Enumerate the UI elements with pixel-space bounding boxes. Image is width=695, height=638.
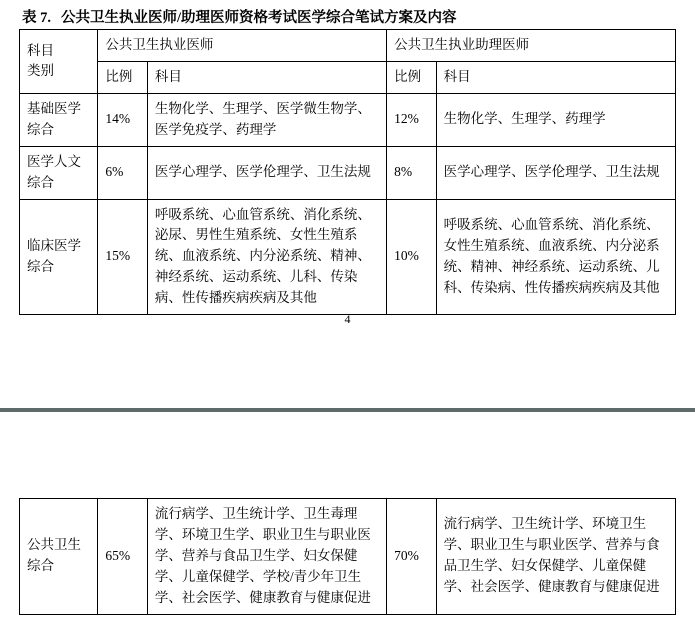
table-row <box>20 199 676 315</box>
row-ratio-licensed: 14% <box>98 93 148 146</box>
row-ratio-assistant: 8% <box>387 146 437 199</box>
table-header-row-group <box>20 30 676 62</box>
row-ratio-licensed: 6% <box>98 146 148 199</box>
row-subject-line2: 综合 <box>27 258 54 274</box>
row-items-licensed: 生物化学、生理学、医学微生物学、医学免疫学、药理学 <box>147 93 386 146</box>
table-row <box>20 146 676 199</box>
row-ratio-licensed: 15% <box>98 199 148 315</box>
row-ratio-assistant: 70% <box>387 499 437 615</box>
exam-table-top <box>19 29 676 315</box>
row-subject-line2: 综合 <box>27 174 54 190</box>
row-subject-line1: 基础医学 <box>27 100 81 116</box>
table-caption <box>22 6 457 27</box>
table-row <box>20 93 676 146</box>
row-subject-line2: 综合 <box>27 121 54 137</box>
header-subject-category-line2: 类别 <box>27 63 54 79</box>
row-subject-category <box>20 499 98 615</box>
header-group-assistant: 公共卫生执业助理医师 <box>387 30 676 62</box>
row-subject-line1: 临床医学 <box>27 237 81 253</box>
page-divider <box>0 408 695 412</box>
row-ratio-licensed: 65% <box>98 499 148 615</box>
header-items-assistant: 科目 <box>436 61 675 93</box>
table-header-row-sub <box>20 61 676 93</box>
row-items-assistant: 呼吸系统、心血管系统、消化系统、女性生殖系统、血液系统、内分泌系统、精神、神经系统、运动系统、儿科、传染病、性传播疾病疾病及其他 <box>436 199 675 315</box>
page-number: 4 <box>344 312 351 326</box>
table-row <box>20 499 676 615</box>
row-ratio-assistant: 12% <box>387 93 437 146</box>
row-items-licensed: 呼吸系统、心血管系统、消化系统、泌尿、男性生殖系统、女性生殖系统、血液系统、内分泌系统、精神、神经系统、运动系统、儿科、传染病、性传播疾病疾病及其他 <box>147 199 386 315</box>
row-items-assistant: 流行病学、卫生统计学、环境卫生学、职业卫生与职业医学、营养与食品卫生学、妇女保健学、儿童保健学、社会医学、健康教育与健康促进 <box>436 499 675 615</box>
row-subject-line2: 综合 <box>27 558 54 574</box>
row-items-licensed: 医学心理学、医学伦理学、卫生法规 <box>147 146 386 199</box>
row-items-licensed: 流行病学、卫生统计学、卫生毒理学、环境卫生学、职业卫生与职业医学、营养与食品卫生学、妇女保健学、儿童保健学、学校/青少年卫生学、社会医学、健康教育与健康促进 <box>147 499 386 615</box>
table-caption-text: 公共卫生执业医师/助理医师资格考试医学综合笔试方案及内容 <box>61 10 457 26</box>
header-ratio-licensed: 比例 <box>98 61 148 93</box>
row-items-assistant: 生物化学、生理学、药理学 <box>436 93 675 146</box>
exam-table-bottom <box>19 498 676 615</box>
header-group-licensed: 公共卫生执业医师 <box>98 30 387 62</box>
row-subject-category <box>20 199 98 315</box>
row-subject-line1: 公共卫生 <box>27 537 81 553</box>
row-subject-line1: 医学人文 <box>27 153 81 169</box>
header-subject-line1: 科目 <box>27 42 54 58</box>
row-items-assistant: 医学心理学、医学伦理学、卫生法规 <box>436 146 675 199</box>
header-items-licensed: 科目 <box>147 61 386 93</box>
table-caption-number: 表 7. <box>22 10 51 26</box>
header-ratio-assistant: 比例 <box>387 61 437 93</box>
row-ratio-assistant: 10% <box>387 199 437 315</box>
header-subject-category <box>20 30 98 94</box>
row-subject-category <box>20 146 98 199</box>
row-subject-category <box>20 93 98 146</box>
